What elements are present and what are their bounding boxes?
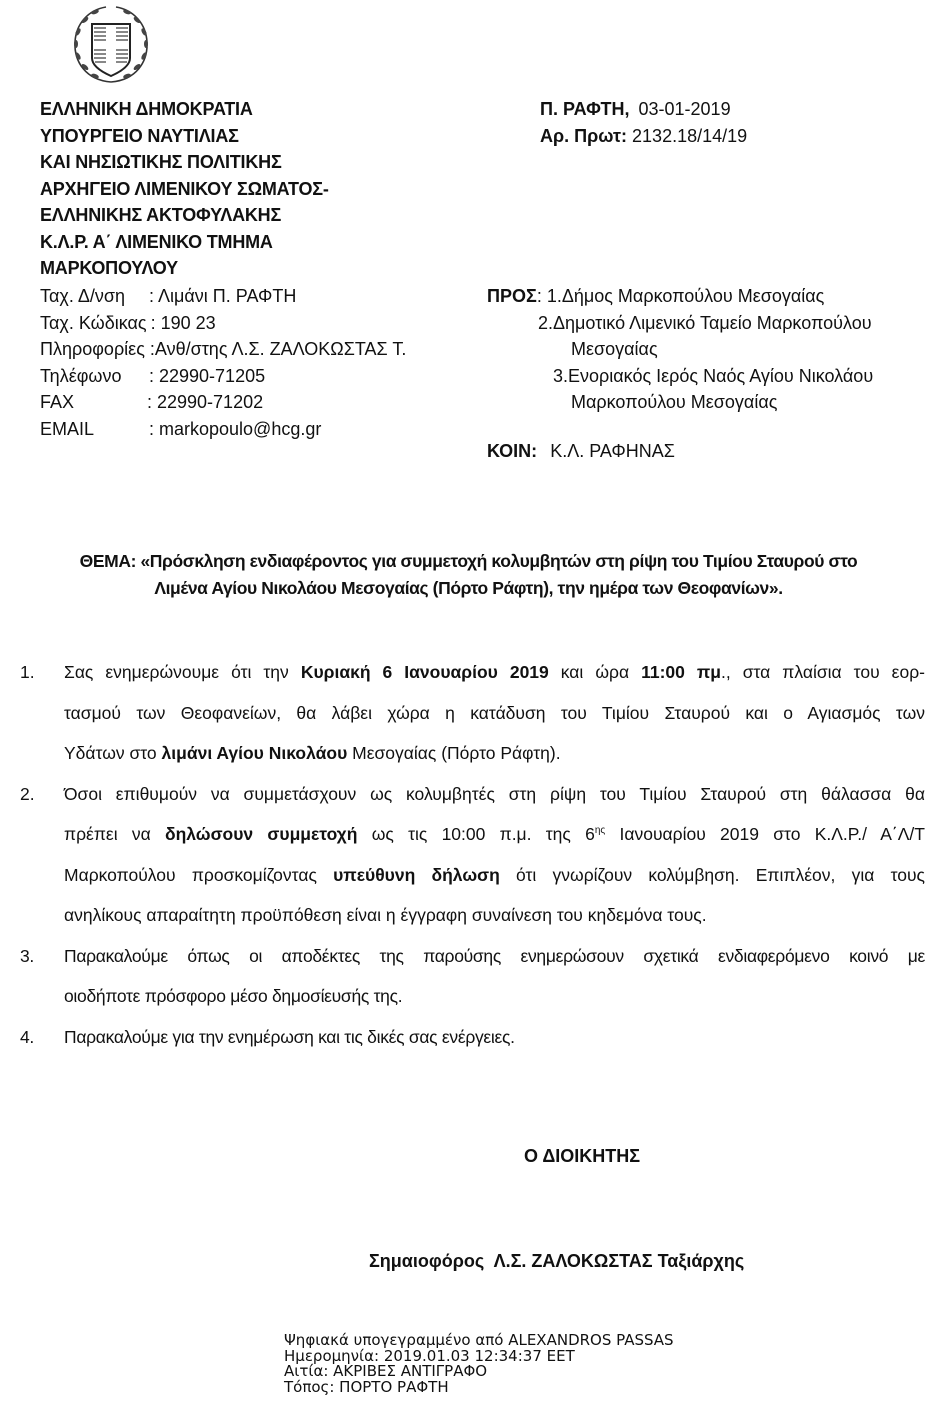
paragraph-number: 3. <box>20 945 34 966</box>
paragraph-4 <box>0 1017 937 1058</box>
contact-phone <box>40 363 406 390</box>
contact-value: : 22990-71205 <box>149 365 266 386</box>
contact-postcode <box>40 310 406 337</box>
contact-info <box>40 336 406 363</box>
cc-label: ΚΟΙΝ: <box>487 441 538 461</box>
recipient-name: 1.Δήμος Μαρκοπούλου Μεσογαίας <box>546 286 825 306</box>
authority-line: ΥΠΟΥΡΓΕΙΟ ΝΑΥΤΙΛΙΑΣ <box>40 125 239 146</box>
contact-label: FAX <box>40 392 75 412</box>
contact-value: : markopoulo@hcg.gr <box>149 418 322 439</box>
authority-line: ΑΡΧΗΓΕΙΟ ΛΙΜΕΝΙΚΟΥ ΣΩΜΑΤΟΣ- <box>40 178 329 199</box>
paragraph-1 <box>0 652 937 774</box>
contact-fax <box>40 389 406 416</box>
paragraph-line: τασμού των Θεοφανείων, θα λάβει χώρα η κατάδυση του Τιμίου Σταυρού και ο Αγιασμός των <box>64 702 925 723</box>
signature-date: Ημερομηνία: 2019.01.03 12:34:37 EET <box>284 1346 575 1365</box>
signer-title: Ο ΔΙΟΙΚΗΤΗΣ <box>524 1146 641 1166</box>
place-label: Π. ΡΑΦΤΗ, <box>540 99 630 119</box>
digital-signature-stamp <box>284 1333 674 1395</box>
paragraph-number: 1. <box>20 662 35 682</box>
recipient-item: 3.Ενοριακός Ιερός Ναός Αγίου Νικολάου <box>553 365 874 386</box>
recipients-label: ΠΡΟΣ <box>487 286 537 306</box>
protocol <box>540 123 747 150</box>
paragraph-number: 4. <box>20 1026 34 1047</box>
paragraph-line: Παρακαλούμε για την ενημέρωση και τις δικές σας ενέργειες. <box>64 1026 515 1047</box>
contact-label: Ταχ. Κώδικας <box>40 312 147 333</box>
paragraph-line: πρέπει να δηλώσουν συμμετοχή ως τις 10:00 π.μ. της $6^{\eta\varsigma}$ Ιανουαρίου 2019 στο Κ.Λ.Ρ./ Α΄Λ/Τ <box>64 824 925 844</box>
authority-line: Κ.Λ.Ρ. Α΄ ΛΙΜΕΝΙΚΟ ΤΜΗΜΑ <box>40 231 273 252</box>
paragraph-line: Υδάτων στο λιμάνι Αγίου Νικολάου Μεσογαίας (Πόρτο Ράφτη). <box>64 743 561 763</box>
cc-recipients <box>487 441 675 462</box>
subject <box>0 548 937 602</box>
protocol-number: 2132.18/14/19 <box>632 125 748 146</box>
contact-details <box>40 283 406 442</box>
contact-label: EMAIL <box>40 418 95 439</box>
signer-name: Σημαιοφόρος Λ.Σ. ΖΑΛΟΚΩΣΤΑΣ Ταξιάρχης <box>369 1251 745 1271</box>
recipient-item: ΠΡΟΣ: 1.Δήμος Μαρκοπούλου Μεσογαίας <box>487 286 825 306</box>
paragraph-3 <box>0 936 937 1017</box>
issuing-authority <box>40 96 329 282</box>
contact-value: : 22990-71202 <box>147 392 264 412</box>
body-paragraphs <box>0 652 937 1057</box>
recipients <box>487 283 873 416</box>
signature-location: Τόπος: ΠΟΡΤΟ ΡΑΦΤΗ <box>284 1377 449 1396</box>
contact-label: Ταχ. Δ/νση <box>40 286 126 306</box>
signed-by: Ψηφιακά υπογεγραμμένο από ALEXANDROS PASSAS <box>284 1331 674 1349</box>
signature-reason: Αιτία: ΑΚΡΙΒΕΣ ΑΝΤΙΓΡΑΦΟ <box>284 1362 488 1380</box>
contact-address <box>40 283 406 310</box>
contact-value: : Λιμάνι Π. ΡΑΦΤΗ <box>149 286 297 306</box>
greek-coat-of-arms-icon <box>68 2 154 88</box>
place-date <box>540 96 747 123</box>
paragraph-line: Μαρκοπούλου προσκομίζοντας υπεύθυνη δήλωση ότι γνωρίζουν κολύμβηση. Επιπλέον, για τους <box>64 864 925 885</box>
paragraph-2 <box>0 774 937 936</box>
document-date: 03-01-2019 <box>638 99 731 119</box>
contact-email <box>40 416 406 443</box>
paragraph-line: Σας ενημερώνουμε ότι την Κυριακή 6 Ιανουαρίου 2019 και ώρα 11:00 πμ., στα πλαίσια του εορ- <box>64 662 925 682</box>
paragraph-line: οιοδήποτε πρόσφορο μέσο δημοσίευσής της. <box>64 986 403 1006</box>
contact-label: Πληροφορίες <box>40 339 145 359</box>
recipient-item: 2.Δημοτικό Λιμενικό Ταμείο Μαρκοπούλου <box>538 312 872 333</box>
paragraph-line: Όσοι επιθυμούν να συμμετάσχουν ως κολυμβητές στη ρίψη του Τιμίου Σταυρού στη θάλασσα θα <box>64 783 925 804</box>
paragraph-line: ανηλίκους απαραίτητη προϋπόθεση είναι η έγγραφη συναίνεση του κηδεμόνα τους. <box>64 905 707 925</box>
paragraph-line: Παρακαλούμε όπως οι αποδέκτες της παρούσης ενημερώσουν σχετικά ενδιαφερόμενο κοινό με <box>64 945 925 966</box>
authority-line: ΜΑΡΚΟΠΟΥΛΟΥ <box>40 258 178 278</box>
recipient-item-cont: Μαρκοπούλου Μεσογαίας <box>571 392 778 412</box>
authority-line: ΕΛΛΗΝΙΚΗ ΔΗΜΟΚΡΑΤΙΑ <box>40 99 253 119</box>
subject-line: Λιμένα Αγίου Νικολάου Μεσογαίας (Πόρτο Ράφτη), την ημέρα των Θεοφανίων». <box>154 578 783 598</box>
document-meta <box>540 96 747 149</box>
contact-value: :Ανθ/στης Λ.Σ. ΖΑΛΟΚΩΣΤΑΣ Τ. <box>144 339 407 359</box>
authority-line: ΕΛΛΗΝΙΚΗΣ ΑΚΤΟΦΥΛΑΚΗΣ <box>40 205 282 225</box>
contact-value: : 190 23 <box>150 312 216 333</box>
recipient-item-cont: Μεσογαίας <box>571 339 658 359</box>
subject-line: ΘΕΜΑ: «Πρόσκληση ενδιαφέροντος για συμμετοχή κολυμβητών στη ρίψη του Τιμίου Σταυρού στο <box>79 551 858 571</box>
paragraph-number: 2. <box>20 783 35 804</box>
protocol-label: Αρ. Πρωτ: <box>540 125 628 146</box>
contact-label: Τηλέφωνο <box>40 365 122 386</box>
authority-line: ΚΑΙ ΝΗΣΙΩΤΙΚΗΣ ΠΟΛΙΤΙΚΗΣ <box>40 152 282 172</box>
cc-value: Κ.Λ. ΡΑΦΗΝΑΣ <box>550 441 675 461</box>
